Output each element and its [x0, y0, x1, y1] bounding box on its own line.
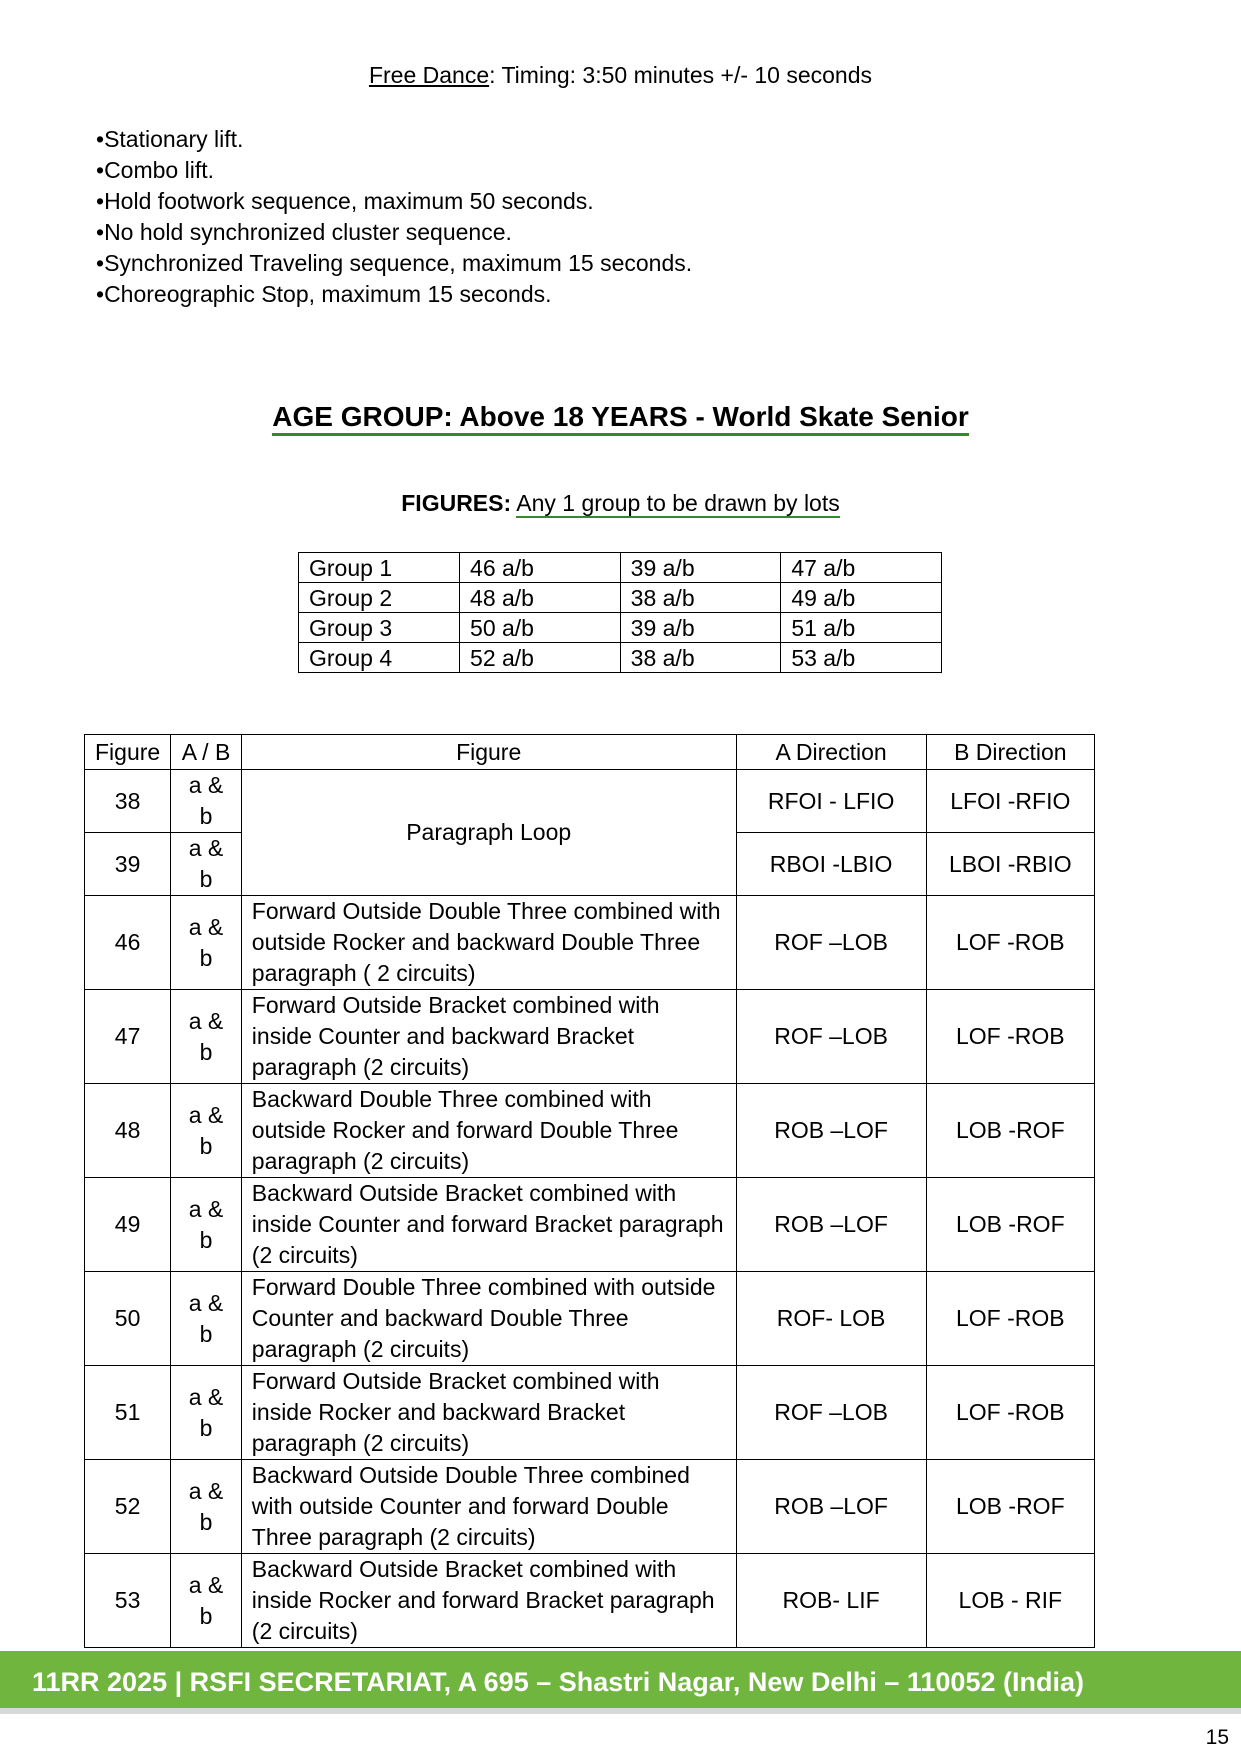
free-dance-line	[0, 62, 1241, 89]
page-number: 15	[1205, 1726, 1229, 1749]
table-cell: 38 a/b	[620, 583, 781, 613]
b-direction: LOB -ROF	[926, 1460, 1094, 1554]
table-cell: 47 a/b	[781, 553, 942, 583]
list-item: • Combo lift.	[96, 155, 692, 186]
age-group-heading	[0, 401, 1241, 433]
table-cell: Group 2	[299, 583, 460, 613]
figure-ab: a & b	[171, 1460, 242, 1554]
table-row	[85, 990, 1095, 1084]
b-direction: LOF -ROB	[926, 1366, 1094, 1460]
table-cell: Group 4	[299, 643, 460, 673]
table-row	[85, 1178, 1095, 1272]
column-header: B Direction	[926, 735, 1094, 770]
table-row	[299, 643, 942, 673]
table-cell: 53 a/b	[781, 643, 942, 673]
figure-number: 51	[85, 1366, 171, 1460]
a-direction: RBOI -LBIO	[736, 833, 926, 896]
table-cell: Group 3	[299, 613, 460, 643]
table-row	[85, 1084, 1095, 1178]
a-direction: ROB- LIF	[736, 1554, 926, 1648]
b-direction: LOB -ROF	[926, 1084, 1094, 1178]
b-direction: LOB - RIF	[926, 1554, 1094, 1648]
table-header-row	[85, 735, 1095, 770]
list-item: • Stationary lift.	[96, 124, 692, 155]
figure-ab: a & b	[171, 1084, 242, 1178]
footer-text: 11RR 2025 | RSFI SECRETARIAT, A 695 – Shastri Nagar, New Delhi – 110052 (India)	[32, 1667, 1084, 1697]
figure-description: Backward Outside Double Three combined with outside Counter and forward Double Three paragraph (2 circuits)	[241, 1460, 736, 1554]
figure-number: 47	[85, 990, 171, 1084]
figure-number: 39	[85, 833, 171, 896]
free-dance-label: Free Dance	[368, 62, 490, 88]
list-item: • No hold synchronized cluster sequence.	[96, 217, 692, 248]
table-row	[85, 1366, 1095, 1460]
a-direction: ROB –LOF	[736, 1084, 926, 1178]
figure-number: 52	[85, 1460, 171, 1554]
column-header: Figure	[241, 735, 736, 770]
list-item: • Choreographic Stop, maximum 15 seconds.	[96, 279, 692, 310]
figure-ab: a & b	[171, 770, 242, 833]
b-direction: LBOI -RBIO	[926, 833, 1094, 896]
list-item: • Synchronized Traveling sequence, maximum 15 seconds.	[96, 248, 692, 279]
figure-number: 50	[85, 1272, 171, 1366]
table-cell: 50 a/b	[460, 613, 621, 643]
table-row	[299, 553, 942, 583]
b-direction: LOF -ROB	[926, 896, 1094, 990]
figure-ab: a & b	[171, 1272, 242, 1366]
figures-text: Any 1 group to be drawn by lots	[516, 490, 840, 516]
b-direction: LOF -ROB	[926, 1272, 1094, 1366]
free-dance-timing: : Timing: 3:50 minutes +/- 10 seconds	[489, 62, 873, 88]
figure-number: 46	[85, 896, 171, 990]
column-header: A Direction	[736, 735, 926, 770]
table-cell: 52 a/b	[460, 643, 621, 673]
a-direction: ROF- LOB	[736, 1272, 926, 1366]
b-direction: LFOI -RFIO	[926, 770, 1094, 833]
table-row	[85, 1460, 1095, 1554]
figure-ab: a & b	[171, 1554, 242, 1648]
element-list	[96, 124, 692, 310]
figure-description: Backward Outside Bracket combined with inside Counter and forward Bracket paragraph (2 circuits)	[241, 1178, 736, 1272]
figure-description: Backward Outside Bracket combined with inside Rocker and forward Bracket paragraph (2 circuits)	[241, 1554, 736, 1648]
table-cell: 51 a/b	[781, 613, 942, 643]
table-row	[299, 613, 942, 643]
a-direction: RFOI - LFIO	[736, 770, 926, 833]
figure-number: 48	[85, 1084, 171, 1178]
table-cell: 48 a/b	[460, 583, 621, 613]
figure-ab: a & b	[171, 990, 242, 1084]
figure-ab: a & b	[171, 1366, 242, 1460]
list-item: • Hold footwork sequence, maximum 50 seconds.	[96, 186, 692, 217]
age-group-text: AGE GROUP: Above 18 YEARS - World Skate Senior	[272, 401, 969, 436]
a-direction: ROB –LOF	[736, 1460, 926, 1554]
table-row	[85, 1272, 1095, 1366]
figure-description: Forward Outside Bracket combined with inside Counter and backward Bracket paragraph (2 circuits)	[241, 990, 736, 1084]
figure-description: Forward Outside Bracket combined with inside Rocker and backward Bracket paragraph (2 circuits)	[241, 1366, 736, 1460]
figure-ab: a & b	[171, 1178, 242, 1272]
figure-description: Forward Outside Double Three combined with outside Rocker and backward Double Three paragraph ( 2 circuits)	[241, 896, 736, 990]
figure-description: Forward Double Three combined with outside Counter and backward Double Three paragraph (2 circuits)	[241, 1272, 736, 1366]
table-row	[299, 583, 942, 613]
a-direction: ROF –LOB	[736, 990, 926, 1084]
column-header: A / B	[171, 735, 242, 770]
figure-ab: a & b	[171, 896, 242, 990]
figures-label: FIGURES:	[401, 490, 512, 516]
b-direction: LOF -ROB	[926, 990, 1094, 1084]
table-cell: 39 a/b	[620, 613, 781, 643]
table-row	[85, 770, 1095, 833]
figure-description: Backward Double Three combined with outside Rocker and forward Double Three paragraph (2 circuits)	[241, 1084, 736, 1178]
b-direction: LOB -ROF	[926, 1178, 1094, 1272]
table-row	[85, 1554, 1095, 1648]
figure-number: 38	[85, 770, 171, 833]
figure-description: Paragraph Loop	[241, 770, 736, 896]
figure-number: 53	[85, 1554, 171, 1648]
figures-table	[84, 734, 1095, 1648]
table-cell: Group 1	[299, 553, 460, 583]
table-row	[85, 896, 1095, 990]
table-cell: 39 a/b	[620, 553, 781, 583]
table-cell: 49 a/b	[781, 583, 942, 613]
column-header: Figure	[85, 735, 171, 770]
a-direction: ROF –LOB	[736, 1366, 926, 1460]
table-cell: 46 a/b	[460, 553, 621, 583]
a-direction: ROB –LOF	[736, 1178, 926, 1272]
a-direction: ROF –LOB	[736, 896, 926, 990]
figure-number: 49	[85, 1178, 171, 1272]
figure-ab: a & b	[171, 833, 242, 896]
groups-table	[298, 552, 942, 673]
figures-line	[0, 490, 1241, 517]
footer-band	[0, 1651, 1241, 1714]
table-cell: 38 a/b	[620, 643, 781, 673]
